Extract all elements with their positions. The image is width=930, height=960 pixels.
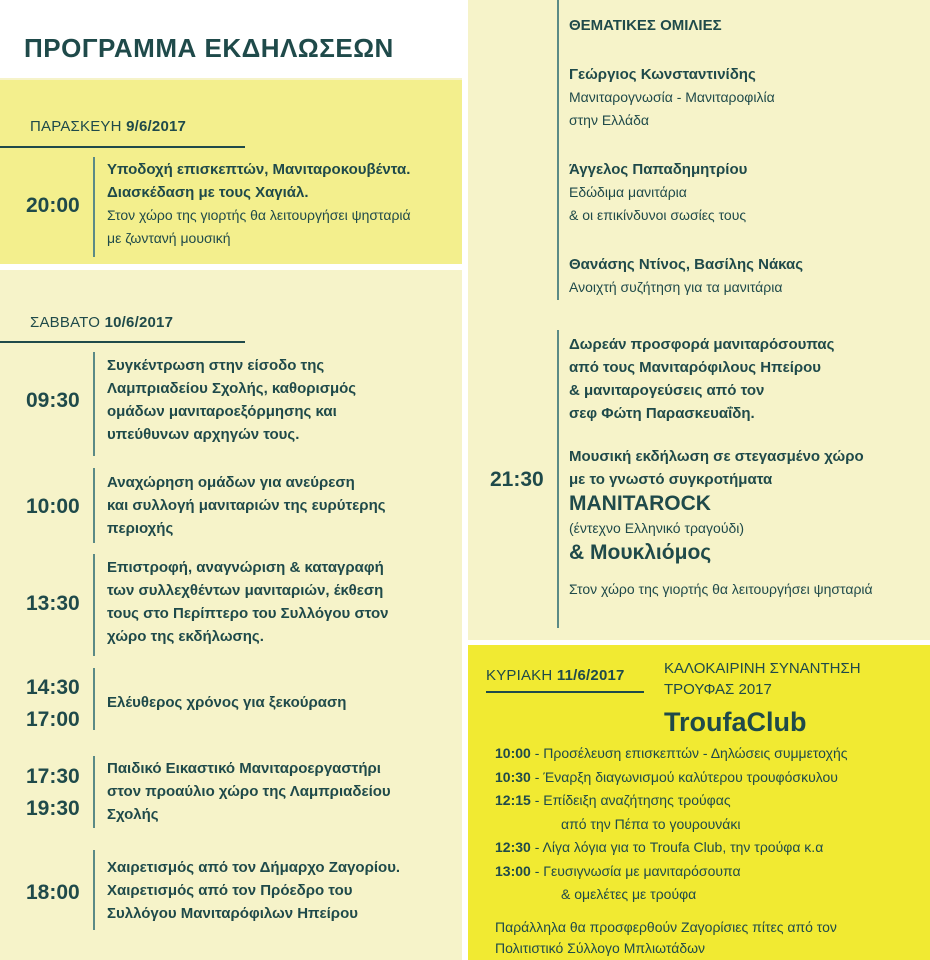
sat-time-1000: 10:00 (26, 495, 80, 518)
speaker-topic: Μανιταρογνωσία - Μανιταροφιλία (569, 89, 775, 105)
sat-event-6-line: Χαιρετισμός από τον Πρόεδρο του (107, 882, 353, 899)
sat-event-5-line: στον προαύλιο χώρο της Λαμπριαδείου (107, 783, 391, 800)
sunday-day: ΚΥΡΙΑΚΗ (486, 667, 553, 684)
sat-event-5 (107, 757, 457, 826)
sunday-footer-line: Πολιτιστικό Σύλλογο Μπλιωτάδων (495, 939, 706, 956)
friday-heading (30, 118, 186, 136)
sunday-item (495, 789, 925, 813)
sunday-item-cont: από την Πέπα το γουρουνάκι (561, 815, 741, 832)
sunday-footer-line: Παράλληλα θα προσφερθούν Ζαγορίσιες πίτες από τον (495, 918, 837, 935)
sat-event-1-line: Συγκέντρωση στην είσοδο της (107, 357, 325, 374)
sunday-item-text: - Προσέλευση επισκεπτών - Δηλώσεις συμμετοχής (530, 745, 848, 761)
sunday-item (495, 860, 925, 884)
friday-line-2: Διασκέδαση με τους Χαγιάλ. (107, 184, 309, 201)
troufa-club-logo: TroufaClub (664, 707, 807, 737)
sunday-item-time: 12:30 (495, 839, 531, 855)
sat-divider-6 (93, 850, 95, 930)
band-note: (έντεχνο Ελληνικό τραγούδι) (569, 520, 745, 536)
concert-line: Μουσική εκδήλωση σε στεγασμένο χώρο (569, 448, 864, 465)
sunday-event-title (664, 658, 924, 700)
sunday-item-text: - Γευσιγνωσία με μανιταρόσουπα (530, 862, 741, 879)
saturday-date: 10/6/2017 (104, 314, 174, 331)
sat-event-5-line: Σχολής (107, 806, 159, 823)
speaker-name: Άγγελος Παπαδημητρίου (569, 161, 748, 178)
saturday-rule (0, 341, 245, 343)
sat-event-6-line: Χαιρετισμός από τον Δήμαρχο Ζαγορίου. (107, 859, 401, 876)
sat-time-1700: 17:00 (26, 708, 80, 731)
sunday-item (495, 742, 925, 766)
sat-event-2-line: περιοχής (107, 520, 174, 537)
saturday-heading (30, 314, 173, 332)
sunday-item (495, 766, 925, 790)
talks-section (569, 14, 919, 299)
offer-line: από τους Μανιταρόφιλους Ηπείρου (569, 359, 822, 376)
band-manitarock: MANITAROCK (569, 492, 711, 515)
sunday-schedule (495, 742, 925, 959)
offer-line: Δωρεάν προσφορά μανιταρόσουπας (569, 336, 835, 353)
sunday-item-time: 13:00 (495, 862, 531, 879)
talks-divider (557, 0, 559, 300)
friday-date: 9/6/2017 (126, 118, 187, 135)
evening-time: 21:30 (490, 468, 544, 491)
friday-event (107, 158, 457, 250)
sat-divider-3 (93, 554, 95, 656)
sunday-date: 11/6/2017 (556, 667, 625, 684)
sat-divider-2 (93, 468, 95, 543)
friday-note-1: Στον χώρο της γιορτής θα λειτουργήσει ψησταριά (107, 207, 411, 223)
speaker-topic: Ανοιχτή συζήτηση για τα μανιτάρια (569, 279, 783, 295)
sunday-item-text: - Επίδειξη αναζήτησης τρούφας (530, 792, 731, 808)
sunday-item-text: - Λίγα λόγια για το Troufa Club, την τρούφα κ.α (530, 839, 824, 855)
offer-line: σεφ Φώτη Παρασκευαΐδη. (569, 405, 755, 422)
sat-divider-1 (93, 352, 95, 456)
friday-line-1: Υποδοχή επισκεπτών, Μανιταροκουβέντα. (107, 161, 411, 178)
event-title-line: ΤΡΟΥΦΑΣ 2017 (664, 681, 772, 698)
friday-note-2: με ζωντανή μουσική (107, 230, 231, 246)
sat-divider-4 (93, 668, 95, 730)
sunday-heading (486, 667, 625, 685)
sat-event-4-line: Ελέυθερος χρόνος για ξεκούραση (107, 694, 347, 711)
talks-heading: ΘΕΜΑΤΙΚΕΣ ΟΜΙΛΙΕΣ (569, 17, 722, 34)
sat-event-4 (107, 691, 457, 714)
sat-time-0930: 09:30 (26, 389, 80, 412)
evening-note: Στον χώρο της γιορτής θα λειτουργήσει ψησταριά (569, 581, 873, 597)
page-title: ΠΡΟΓΡΑΜΜΑ ΕΚΔΗΛΩΣΕΩΝ (24, 33, 394, 63)
sat-event-3 (107, 556, 457, 648)
evening-section (569, 333, 924, 601)
speaker-topic: στην Ελλάδα (569, 112, 649, 128)
friday-day: ΠΑΡΑΣΚΕΥΗ (30, 118, 122, 135)
sat-event-3-line: των συλλεχθέντων μανιταριών, έκθεση (107, 582, 384, 599)
friday-time: 20:00 (26, 194, 80, 217)
sunday-item (495, 836, 925, 860)
sat-event-3-line: τους στο Περίπτερο του Συλλόγου στον (107, 605, 389, 622)
friday-rule (0, 146, 245, 148)
sat-event-6-line: Συλλόγου Μανιταρόφιλων Ηπείρου (107, 905, 358, 922)
speaker-topic: & οι επικίνδυνοι σωσίες τους (569, 207, 747, 223)
sunday-rule (486, 691, 644, 693)
saturday-day: ΣΑΒΒΑΤΟ (30, 314, 101, 331)
sat-time-1730: 17:30 (26, 765, 80, 788)
speaker-name: Θανάσης Ντίνος, Βασίλης Νάκας (569, 256, 804, 273)
sat-divider-5 (93, 756, 95, 828)
sat-time-1930: 19:30 (26, 797, 80, 820)
band-mouklomos: & Μουκλιόμος (569, 541, 712, 564)
sat-time-1800: 18:00 (26, 881, 80, 904)
sat-event-6 (107, 856, 457, 925)
sat-event-2-line: και συλλογή μανιταριών της ευρύτερης (107, 497, 386, 514)
sat-time-1330: 13:30 (26, 592, 80, 615)
speaker-name: Γεώργιος Κωνσταντινίδης (569, 66, 756, 83)
sunday-item-time: 10:00 (495, 745, 531, 761)
sunday-item-time: 10:30 (495, 768, 531, 785)
sat-event-1-line: Λαμπριαδείου Σχολής, καθορισμός (107, 380, 357, 397)
concert-line: με το γνωστό συγκροτήματα (569, 471, 773, 488)
sat-event-3-line: χώρο της εκδήλωσης. (107, 628, 264, 645)
event-title-line: ΚΑΛΟΚΑΙΡΙΝΗ ΣΥΝΑΝΤΗΣΗ (664, 660, 861, 677)
sat-time-1430: 14:30 (26, 676, 80, 699)
speaker-topic: Εδώδιμα μανιτάρια (569, 184, 687, 200)
evening-divider (557, 330, 559, 628)
sat-event-3-line: Επιστροφή, αναγνώριση & καταγραφή (107, 559, 384, 576)
sat-event-2-line: Αναχώρηση ομάδων για ανεύρεση (107, 474, 355, 491)
sat-event-1 (107, 354, 457, 446)
offer-line: & μανιταρογεύσεις από τον (569, 382, 765, 399)
friday-divider (93, 157, 95, 257)
sunday-item-cont: & ομελέτες με τρούφα (561, 886, 697, 902)
sat-event-1-line: ομάδων μανιταροεξόρμησης και (107, 403, 337, 420)
sat-event-5-line: Παιδικό Εικαστικό Μανιταροεργαστήρι (107, 760, 381, 777)
sunday-item-text: - Έναρξη διαγωνισμού καλύτερου τρουφόσκυλου (530, 768, 838, 785)
sunday-item-time: 12:15 (495, 792, 531, 808)
sat-event-2 (107, 471, 457, 540)
sat-event-1-line: υπεύθυνων αρχηγών τους. (107, 426, 300, 443)
